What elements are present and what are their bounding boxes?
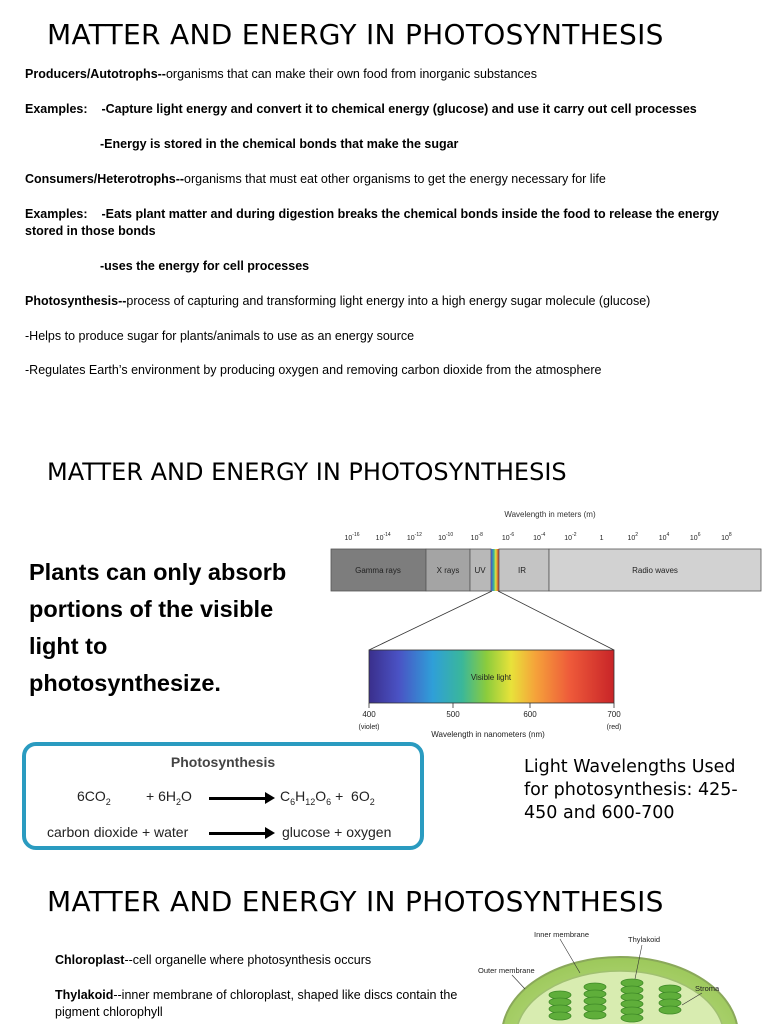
red-label: (red) xyxy=(606,724,622,731)
chloroplast-definition xyxy=(55,952,475,969)
word-equation-right: glucose + oxygen xyxy=(282,824,392,840)
consumer-example-1-text: -Eats plant matter and during digestion breaks the chemical bonds inside the food to release the energy stored in those bonds xyxy=(25,207,719,238)
label-uv: UV xyxy=(474,566,486,575)
examples-label-2: Examples: xyxy=(25,207,88,221)
wavelength-exponent-label: $10^{-8}$ xyxy=(470,532,483,542)
thylakoid-def-text: --inner membrane of chloroplast, shaped like discs contain the pigment chlorophyll xyxy=(55,988,458,1019)
consumers-definition xyxy=(25,171,740,188)
photosynthesis-term: Photosynthesis-- xyxy=(25,294,127,308)
wavelength-exponent-label: $10^{-16}$ xyxy=(344,532,360,542)
chloroplast-term: Chloroplast xyxy=(55,953,125,967)
word-equation-arrow xyxy=(209,832,271,835)
wavelength-exponent-label: $10^{-10}$ xyxy=(438,532,454,542)
wavelength-exponent-label: $10^{-2}$ xyxy=(564,532,577,542)
chloroplast-def-text: --cell organelle where photosynthesis occurs xyxy=(124,953,372,967)
slide2-title: MATTER AND ENERGY IN PHOTOSYNTHESIS xyxy=(47,458,567,486)
photosynthesis-definition xyxy=(25,293,740,310)
nm-tick-400: 400 xyxy=(362,710,376,719)
producer-example-1 xyxy=(25,101,740,118)
visible-light-statement: Plants can only absorb portions of the visible light to photosynthesize. xyxy=(29,559,287,696)
nm-tick-700: 700 xyxy=(607,710,621,719)
producers-def-text: organisms that can make their own food from inorganic substances xyxy=(165,67,538,81)
label-gamma: Gamma rays xyxy=(355,566,401,575)
photosynthesis-equation-box xyxy=(22,742,424,850)
wavelength-exponent-label: $10^8$ xyxy=(721,532,732,542)
thylakoid-term: Thylakoid xyxy=(55,988,114,1002)
wavelength-exponent-label: $10^{-14}$ xyxy=(375,532,391,542)
consumer-example-2 xyxy=(25,258,740,275)
label-thylakoid: Thylakoid xyxy=(628,935,661,944)
thylakoid-definition xyxy=(55,987,475,1021)
electromagnetic-spectrum-diagram xyxy=(318,500,768,745)
band-visible-stripe xyxy=(491,549,499,591)
top-axis-title: Wavelength in meters (m) xyxy=(504,510,596,519)
slide3-title: MATTER AND ENERGY IN PHOTOSYNTHESIS xyxy=(47,885,664,918)
product-glucose: $C_6H_{12}O_6 + 6O_2$ xyxy=(280,788,375,807)
nm-tick-500: 500 xyxy=(446,710,460,719)
wavelength-exponent-label: 1 xyxy=(599,535,604,542)
consumer-example-1 xyxy=(25,206,740,240)
examples-label: Examples: xyxy=(25,102,88,116)
consumer-example-2-text: -uses the energy for cell processes xyxy=(100,259,310,273)
photosynthesis-def-text: process of capturing and transforming light energy into a high energy sugar molecule (glucose) xyxy=(126,294,651,308)
chloroplast-diagram xyxy=(470,925,768,1024)
wavelength-exponent-label: $10^{-6}$ xyxy=(501,532,515,542)
wavelengths-note: Light Wavelengths Used for photosynthesis: 425-450 and 600-700 xyxy=(524,757,738,823)
visible-light-label: Visible light xyxy=(470,673,512,682)
label-xray: X rays xyxy=(436,566,460,575)
reactant-co2: $6CO_2$ xyxy=(77,788,111,807)
label-outer-membrane: Outer membrane xyxy=(478,966,535,975)
violet-label: (violet) xyxy=(358,724,380,731)
nm-tick-600: 600 xyxy=(523,710,537,719)
producers-term: Producers/Autotrophs-- xyxy=(25,67,166,81)
reactant-h2o: + $6H_2O$ xyxy=(146,788,192,807)
producers-definition xyxy=(25,66,740,83)
bullet-sugar: -Helps to produce sugar for plants/animals to use as an energy source xyxy=(25,329,415,343)
producer-example-2-text: -Energy is stored in the chemical bonds that make the sugar xyxy=(100,137,459,151)
label-stroma: Stroma xyxy=(695,984,720,993)
label-radio: Radio waves xyxy=(632,566,678,575)
consumers-def-text: organisms that must eat other organisms to get the energy necessary for life xyxy=(184,172,606,186)
slide1-title: MATTER AND ENERGY IN PHOTOSYNTHESIS xyxy=(47,18,664,51)
word-equation-left: carbon dioxide + water xyxy=(47,824,189,840)
producer-example-2 xyxy=(25,136,740,153)
consumers-term: Consumers/Heterotrophs-- xyxy=(25,172,185,186)
zoom-line-right xyxy=(498,591,614,650)
bottom-axis-title: Wavelength in nanometers (nm) xyxy=(431,730,545,739)
label-ir: IR xyxy=(518,566,526,575)
equation-title: Photosynthesis xyxy=(170,754,276,770)
wavelength-exponent-label: $10^{-12}$ xyxy=(406,532,422,542)
producer-example-1-text: -Capture light energy and convert it to chemical energy (glucose) and use it carry out cell processes xyxy=(101,102,697,116)
wavelength-exponent-label: $10^2$ xyxy=(627,532,639,542)
equation-arrow xyxy=(209,797,271,800)
wavelength-exponent-label: $10^4$ xyxy=(658,532,670,542)
bullet-environment: -Regulates Earth’s environment by producing oxygen and removing carbon dioxide from the atmosphere xyxy=(25,363,602,377)
wavelength-exponent-label: $10^{-4}$ xyxy=(533,532,546,542)
zoom-line-left xyxy=(369,591,492,650)
label-inner-membrane: Inner membrane xyxy=(534,930,590,939)
wavelength-exponent-label: $10^6$ xyxy=(689,532,701,542)
